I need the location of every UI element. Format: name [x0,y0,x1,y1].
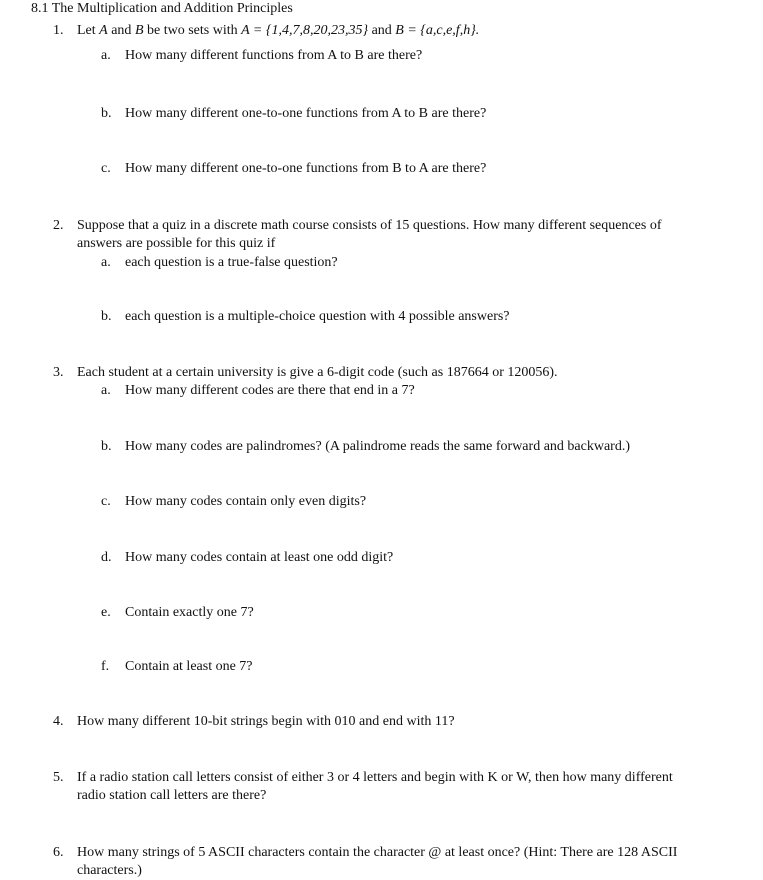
q1c-letter: c. [101,161,111,176]
section-title: 8.1 The Multiplication and Addition Principles [31,1,293,16]
question-3-text: Each student at a certain university is give a 6-digit code (such as 187664 or 120056). [77,365,558,380]
q3e-text: Contain exactly one 7? [125,605,254,620]
question-5-number: 5. [53,770,64,785]
q1b-letter: b. [101,106,112,121]
question-5-line-2: radio station call letters are there? [77,788,267,803]
q1-and: and [111,23,132,38]
q1-mid: be two sets with [147,23,238,38]
question-2-line-2: answers are possible for this quiz if [77,236,276,251]
q3d-letter: d. [101,550,112,565]
question-5-line-1: If a radio station call letters consist of either 3 or 4 letters and begin with K or W, then how many different [77,770,673,785]
set-b-name: B [134,23,144,38]
q2b-letter: b. [101,309,112,324]
question-6-line-2: characters.) [77,863,142,878]
question-1-text [77,22,479,40]
q3f-letter: f. [101,659,110,674]
q1a-text: How many different functions from A to B are there? [125,48,423,63]
q3c-letter: c. [101,494,111,509]
question-3-number: 3. [53,365,64,380]
q2a-letter: a. [101,255,111,270]
q3d-text: How many codes contain at least one odd digit? [125,550,394,565]
q1a-letter: a. [101,48,111,63]
q2a-text: each question is a true-false question? [125,255,338,270]
q3a-letter: a. [101,383,111,398]
q3b-letter: b. [101,439,112,454]
question-6-number: 6. [53,845,64,860]
q1c-text: How many different one-to-one functions from B to A are there? [125,161,487,176]
question-1-number: 1. [53,23,64,38]
set-a-name: A [99,23,108,38]
question-4-number: 4. [53,714,64,729]
question-2-number: 2. [53,218,64,233]
set-b-definition: B = {a,c,e,f,h}. [395,23,480,38]
question-4-text: How many different 10-bit strings begin with 010 and end with 11? [77,714,455,729]
q3c-text: How many codes contain only even digits? [125,494,367,509]
set-a-definition: A = {1,4,7,8,20,23,35} [241,23,369,38]
q1-and2: and [371,23,392,38]
q2b-text: each question is a multiple-choice question with 4 possible answers? [125,309,510,324]
q3b-text: How many codes are palindromes? (A palindrome reads the same forward and backward.) [125,439,630,454]
q3f-text: Contain at least one 7? [125,659,253,674]
q3a-text: How many different codes are there that end in a 7? [125,383,415,398]
q1-let: Let [77,23,96,38]
q3e-letter: e. [101,605,111,620]
question-2-line-1: Suppose that a quiz in a discrete math course consists of 15 questions. How many different sequences of [77,218,662,233]
q1b-text: How many different one-to-one functions from A to B are there? [125,106,487,121]
question-6-line-1: How many strings of 5 ASCII characters contain the character @ at least once? (Hint: There are 128 ASCII [77,845,678,860]
